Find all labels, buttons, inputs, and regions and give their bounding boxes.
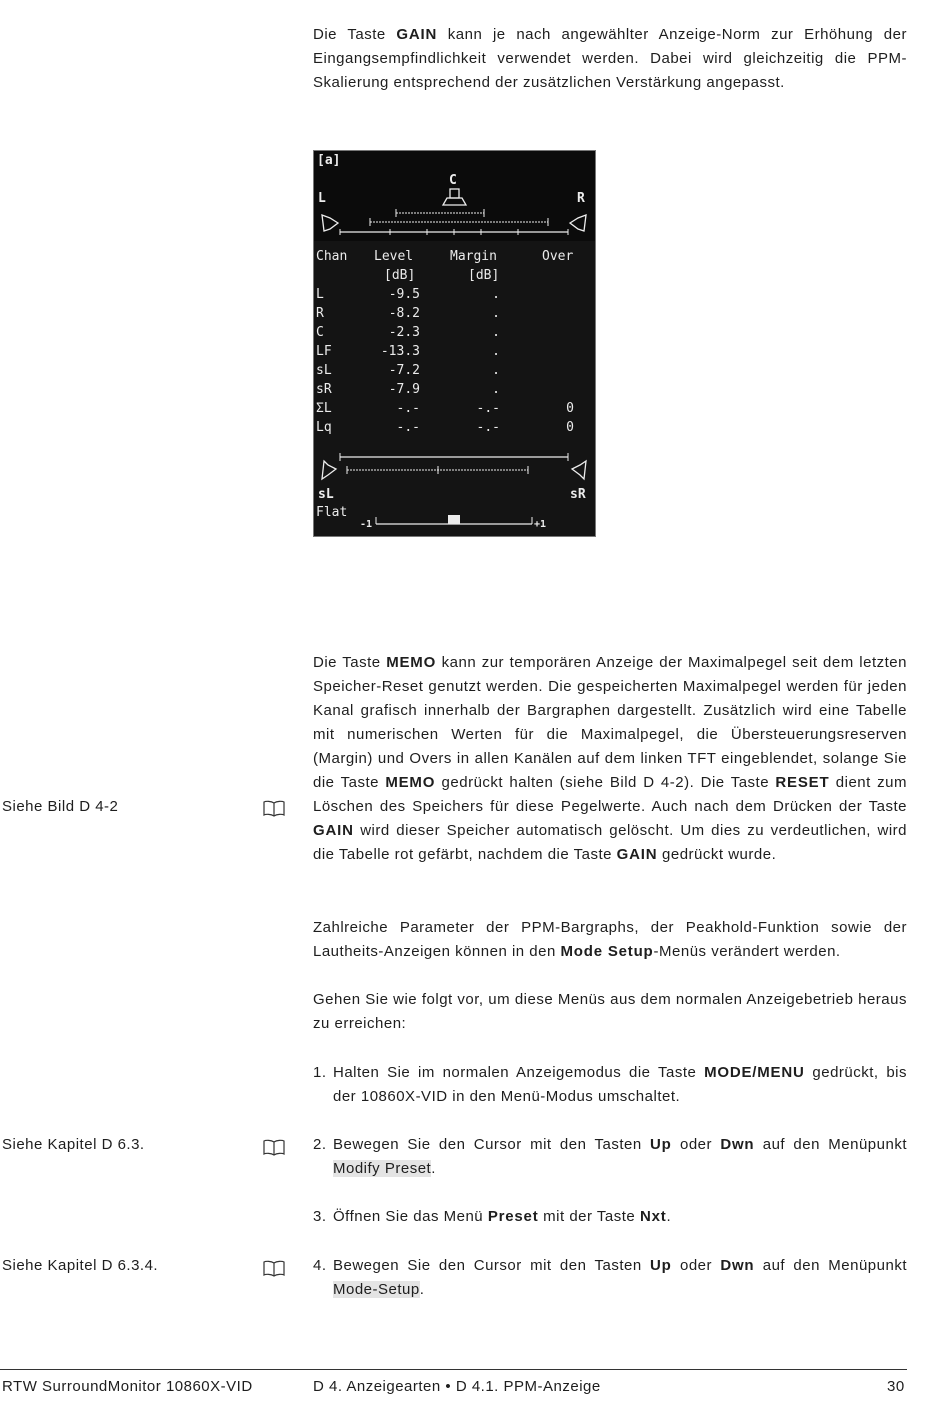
step-number: 2. (313, 1136, 327, 1153)
table-cell-margin: . (492, 363, 500, 378)
list-item (313, 1205, 907, 1229)
table-cell-margin: -.- (476, 401, 500, 416)
text: mit der Taste (538, 1208, 640, 1225)
text: . (666, 1208, 672, 1225)
footer-section: D 4. Anzeigearten • D 4.1. PPM-Anzeige (313, 1378, 601, 1395)
text: Die Taste (313, 26, 397, 43)
footer-divider (0, 1369, 907, 1370)
mode-tag: [a] (317, 153, 341, 168)
col-over-header: Over (542, 249, 574, 264)
table-cell-margin: . (492, 306, 500, 321)
text: kann je nach angewählter Anzeige-Norm zur Erhöhung der Eingangsempfindlichkeit verwendet werden. Dabei wird gleichzeitig die PPM-Skalierung entsprechend der zusätzlichen Verstärkung angepasst. (313, 26, 907, 91)
table-cell-level: -.- (396, 401, 420, 416)
key-label: Nxt (639, 1208, 667, 1225)
gain-key-label: GAIN (396, 26, 438, 43)
mode-setup-paragraph (313, 916, 907, 964)
footer-product: RTW SurroundMonitor 10860X-VID (2, 1378, 253, 1395)
step-number: 4. (313, 1257, 327, 1274)
book-icon (262, 1259, 286, 1277)
key-label: MODE/MENU (704, 1064, 805, 1081)
text: Halten Sie im normalen Anzeigemodus die Taste (333, 1064, 705, 1081)
text: . (431, 1160, 436, 1177)
table-cell-level: -2.3 (388, 325, 420, 340)
table-cell-over: 0 (566, 420, 574, 435)
table-cell-margin: . (492, 325, 500, 340)
speaker-label-c: C (449, 173, 457, 188)
speaker-label-r: R (577, 191, 585, 206)
key-label: Up (650, 1257, 672, 1274)
text: Bewegen Sie den Cursor mit den Tasten (333, 1136, 651, 1153)
col-level-header: Level (374, 249, 414, 264)
text: gedrückt halten (siehe Bild D 4-2). Die Taste (435, 774, 776, 791)
speaker-label-l: L (318, 191, 326, 206)
table-cell-margin: . (492, 382, 500, 397)
text: oder (671, 1136, 721, 1153)
table-cell-over: 0 (566, 401, 574, 416)
mode-setup-label: Mode Setup (560, 943, 654, 960)
col-margin-header: Margin (450, 249, 497, 264)
text: gedrückt, bis der 10860X-VID in den Menü-Modus umschaltet. (333, 1064, 907, 1105)
ppm-memo-screen-image (313, 150, 596, 537)
side-note-figure-ref: Siehe Bild D 4-2 (2, 798, 119, 815)
text: dient zum Löschen des Speichers für diese Pegelwerte. Auch nach dem Drücken der Taste (313, 774, 907, 815)
text: oder (671, 1257, 721, 1274)
text: Zahlreiche Parameter der PPM-Bargraphs, der Peakhold-Funktion sowie der Lautheits-Anzeigen können in den (313, 919, 907, 960)
speaker-label-sl: sL (318, 487, 334, 502)
memo-key-label: MEMO (385, 774, 436, 791)
screen-graphics (314, 151, 595, 536)
text: . (419, 1281, 425, 1298)
table-cell-level: -8.2 (388, 306, 420, 321)
speaker-label-sr: sR (570, 487, 586, 502)
table-cell-level: -.- (396, 420, 420, 435)
flat-label: Flat (316, 505, 348, 520)
table-cell-chan: ΣL (316, 401, 332, 416)
col-chan-header: Chan (316, 249, 348, 264)
side-note-chapter-ref: Siehe Kapitel D 6.3.4. (2, 1257, 159, 1274)
text: kann zur temporären Anzeige der Maximalpegel seit dem letzten Speicher-Reset genutzt werden. Die gespeicherten Maximalpegel werden für jeden Kanal grafisch innerhalb der Bargraphen dargestellt. Zusätzlich wird eine Tabelle mit numerischen Werten für die Maximalpegel, die Übersteuerungsreserven (Margin) und Overs in allen Kanälen auf dem linken TFT eingeblendet, solange Sie die Taste (313, 654, 907, 791)
table-cell-chan: R (316, 306, 324, 321)
table-cell-chan: LF (316, 344, 332, 359)
step-number: 3. (313, 1208, 327, 1225)
table-cell-level: -7.9 (388, 382, 420, 397)
menu-item-highlight: Mode-Setup (333, 1281, 420, 1298)
step-number: 1. (313, 1064, 327, 1081)
menu-item-highlight: Modify Preset (333, 1160, 432, 1177)
text: Öffnen Sie das Menü (333, 1208, 488, 1225)
text: auf den Menüpunkt (754, 1257, 907, 1274)
text: Die Taste (313, 654, 387, 671)
memo-paragraph (313, 651, 907, 867)
text: wird dieser Speicher automatisch gelöscht. Um dies zu verdeutlichen, wird die Tabelle rot gefärbt, nachdem die Taste (313, 822, 907, 863)
table-cell-margin: . (492, 344, 500, 359)
text: -Menüs verändert werden. (653, 943, 841, 960)
margin-unit: [dB] (468, 268, 500, 283)
book-icon (262, 799, 286, 817)
table-cell-chan: Lq (316, 420, 332, 435)
flat-scale-min: -1 (360, 519, 373, 530)
speaker-r-icon (570, 215, 586, 231)
key-label: Preset (487, 1208, 539, 1225)
list-item (313, 1254, 907, 1302)
speaker-l-icon (322, 215, 338, 231)
intro-paragraph (313, 23, 907, 95)
gain-key-label: GAIN (313, 822, 354, 839)
text: Bewegen Sie den Cursor mit den Tasten (333, 1257, 651, 1274)
speaker-sr-icon (572, 461, 586, 479)
text: Gehen Sie wie folgt vor, um diese Menüs aus dem normalen Anzeigebetrieb heraus zu erreichen: (313, 991, 907, 1032)
book-icon (262, 1138, 286, 1156)
key-label: Up (650, 1136, 672, 1153)
level-unit: [dB] (384, 268, 416, 283)
gain-key-label: GAIN (616, 846, 658, 863)
key-label: Dwn (720, 1136, 755, 1153)
table-cell-chan: L (316, 287, 324, 302)
table-cell-margin: -.- (476, 420, 500, 435)
side-note-chapter-ref: Siehe Kapitel D 6.3. (2, 1136, 145, 1153)
reset-key-label: RESET (775, 774, 830, 791)
page-number: 30 (887, 1378, 905, 1395)
text: gedrückt wurde. (657, 846, 777, 863)
table-cell-chan: C (316, 325, 324, 340)
flat-marker (448, 515, 460, 524)
instructions-intro (313, 988, 907, 1036)
key-label: Dwn (720, 1257, 755, 1274)
list-item (313, 1061, 907, 1109)
table-cell-chan: sR (316, 382, 332, 397)
table-cell-level: -7.2 (388, 363, 420, 378)
table-cell-chan: sL (316, 363, 332, 378)
text: auf den Menüpunkt (754, 1136, 907, 1153)
memo-key-label: MEMO (386, 654, 437, 671)
flat-scale-max: +1 (534, 519, 547, 530)
table-cell-level: -13.3 (380, 344, 420, 359)
table-cell-margin: . (492, 287, 500, 302)
table-cell-level: -9.5 (388, 287, 420, 302)
list-item (313, 1133, 907, 1181)
speaker-sl-icon (322, 461, 336, 479)
speaker-c-icon (443, 189, 466, 205)
